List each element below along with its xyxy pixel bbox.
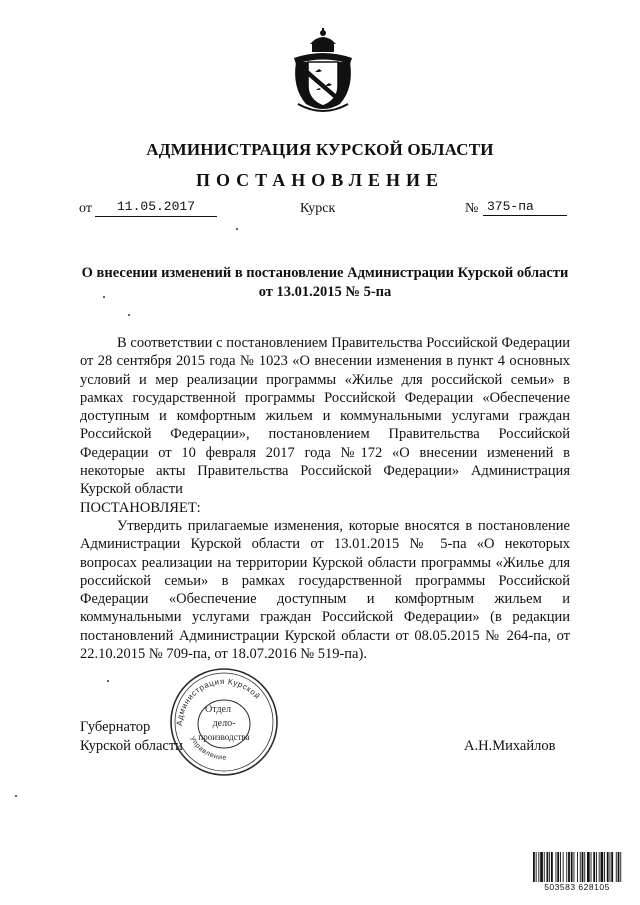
body-paragraph-preamble: В соответствии с постановлением Правительства Российской Федерации от 28 сентября 2015 года № 1023 «О внесении изменения в пункт 4 основных условий и мер реализации программы «Жилье для российской семьи» в рамках государственной программы Российской Федерации «Обеспечение доступным и комфортным жильем и коммунальными услугами граждан Российской Федерации», постановлением Правительства Российской Федерации от 10 февраля 2017 года №172 «О внесении изменений в некоторые акты Правительства Российской Федерации» Администрация Курской области	[80, 335, 570, 498]
office-stamp	[168, 666, 280, 778]
body-paragraph-resolution: Утвердить прилагаемые изменения, которые вносятся в постановление Администрации Курской области от 13.01.2015 № 5-па «О некоторых вопросах реализации на территории Курской области программы «Жилье для российской семьи» в рамках государственной программы Российской Федерации «Обеспечение доступным и комфортным жильем и коммунальными услугами граждан Российской Федерации» (в редакции постановлений Администрации Курской области от 08.05.2015 № 264-па, от 22.10.2015 № 709-па, от 18.07.2016 № 519-па).	[80, 517, 570, 663]
svg-text:дело-: дело-	[212, 718, 236, 729]
document-subject: О внесении изменений в постановление Администрации Курской области от 13.01.2015 № 5-па	[81, 265, 569, 300]
svg-text:производства: производства	[198, 732, 250, 742]
document-date: 11.05.2017	[95, 199, 217, 217]
svg-text:Администрация Курской: Администрация Курской	[174, 676, 262, 727]
document-type-heading: ПОСТАНОВЛЕНИЕ	[195, 170, 445, 190]
organization-title: АДМИНИСТРАЦИЯ КУРСКОЙ ОБЛАСТИ	[146, 140, 494, 159]
resolves-heading: ПОСТАНОВЛЯЕТ:	[80, 499, 201, 516]
svg-text:Отдел: Отдел	[205, 704, 231, 715]
signatory-position-line1: Губернатор	[80, 719, 151, 735]
number-sign-label: №	[465, 201, 479, 216]
coat-of-arms-emblem	[290, 28, 356, 114]
document-meta-row	[0, 201, 640, 223]
svg-text:Управление: Управление	[188, 735, 227, 762]
signatory-name: А.Н.Михайлов	[464, 738, 556, 754]
date-prefix-label: от	[79, 201, 92, 216]
document-barcode	[532, 852, 622, 882]
signatory-position-line2: Курской области	[80, 738, 183, 754]
barcode-number: 503583 628105	[544, 882, 610, 892]
document-body	[80, 334, 570, 663]
document-number: 375-па	[483, 199, 567, 216]
document-city: Курск	[300, 201, 336, 216]
